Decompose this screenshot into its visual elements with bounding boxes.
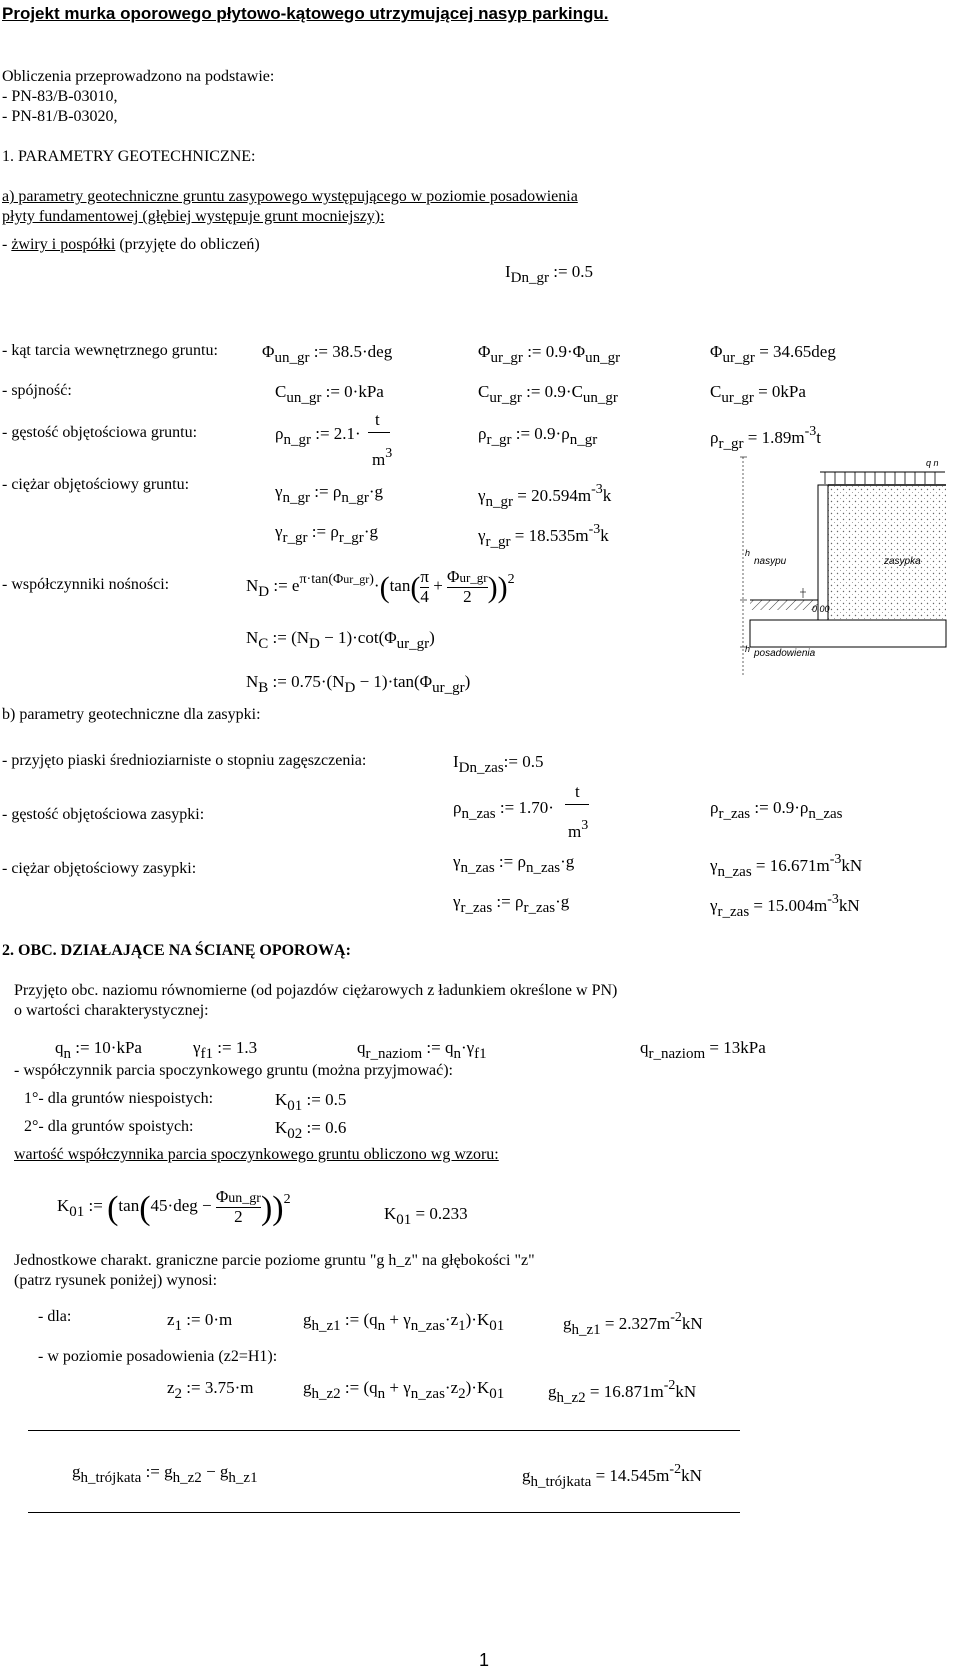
k-intro: - współczynnik parcia spoczynkowego gruntu (można przyjmować):: [14, 1062, 453, 1079]
rho-n-zas-def: ρn_zas := 1.70·: [453, 798, 554, 822]
k1-def: K01 := 0.5: [275, 1090, 347, 1114]
section1a-line1: a) parametry geotechniczne gruntu zasypowego występującego w poziomie posadowienia: [2, 188, 578, 205]
figure-zasypka: zasypka: [884, 556, 921, 567]
g-trojkata-def: gh_trójkata := gh_z2 − gh_z1: [72, 1462, 258, 1486]
page-number: 1: [479, 1650, 490, 1670]
w-poziomie-label: - w poziomie posadowienia (z2=H1):: [38, 1348, 278, 1365]
basis-intro: Obliczenia przeprowadzono na podstawie:: [2, 68, 275, 85]
K01-result: K01 = 0.233: [384, 1204, 468, 1228]
section2-heading: 2. OBC. DZIAŁAJĄCE NA ŚCIANĘ OPOROWĄ:: [2, 942, 351, 959]
ID-zas-def: IDn_zas:= 0.5: [453, 752, 544, 776]
rho-n-unit-m3: $m^3$: [372, 446, 393, 469]
sand-label: - przyjęto piaski średnioziarniste o stopniu zagęszczenia:: [2, 752, 367, 769]
unit-pressure-intro-2: (patrz rysunek poniżej) wynosi:: [14, 1272, 218, 1289]
gamma-label: - ciężar objętościowy gruntu:: [2, 476, 190, 493]
zas-gamma-label: - ciężar objętościowy zasypki:: [2, 860, 197, 877]
z2-def: z2 := 3.75·m: [167, 1378, 254, 1402]
g-hz2-def: gh_z2 := (qn + γn_zas·z2)·K01: [303, 1378, 505, 1402]
gamma-n-result: γn_gr = $20.594m^{-3}k$: [478, 482, 612, 510]
c-ur-def: Cur_gr := 0.9·Cun_gr: [478, 382, 618, 406]
z1-def: z1 := 0·m: [167, 1310, 233, 1334]
c-ur-result: Cur_gr = 0kPa: [710, 382, 806, 406]
rho-r-result: ρr_gr = $1.89m^{-3}t$: [710, 424, 821, 452]
figure-h-nasypu-h: h: [745, 548, 751, 558]
dla-label: - dla:: [38, 1308, 72, 1325]
page-title: Projekt murka oporowego płytowo-kątowego utrzymującej nasyp parkingu.: [2, 4, 609, 23]
qn-def: qn := 10·kPa: [55, 1038, 142, 1062]
soil-type: - żwiry i pospółki (przyjęte do obliczeń): [2, 236, 260, 253]
rho-n-unit-t: t: [375, 410, 380, 429]
NC-formula: NC := (ND − 1)·cot(Φur_gr): [246, 628, 435, 652]
rho-zas-unit-t: t: [575, 782, 580, 801]
gamma-n-zas-def: γn_zas := ρn_zas·g: [453, 852, 575, 876]
qr-naziom-def: qr_naziom := qn·γf1: [357, 1038, 487, 1062]
figure-level: 0.00: [812, 604, 830, 614]
phi-un-def: Φun_gr := 38.5·deg: [262, 342, 393, 366]
section1a-line2: płyty fundamentowej (głębiej występuje grunt mocniejszy):: [2, 208, 385, 225]
load-intro-1: Przyjęto obc. naziomu równomierne (od pojazdów ciężarowych z ładunkiem określone w PN): [14, 982, 618, 999]
rho-zas-unit-m3: $m^3$: [568, 818, 589, 841]
section1b-heading: b) parametry geotechniczne dla zasypki:: [2, 706, 261, 723]
gamma-r-result: γr_gr = $18.535m^{-3}k$: [478, 522, 609, 550]
load-intro-2: o wartości charakterystycznej:: [14, 1002, 209, 1019]
g-hz1-result: gh_z1 = $2.327m^{-2}kN$: [563, 1310, 703, 1338]
rho-label: - gęstość objętościowa gruntu:: [2, 424, 198, 441]
gamma-r-zas-def: γr_zas := ρr_zas·g: [453, 892, 570, 916]
gf1-def: γf1 := 1.3: [193, 1038, 258, 1062]
zas-rho-label: - gęstość objętościowa zasypki:: [2, 806, 205, 823]
unit-pressure-intro-1: Jednostkowe charakt. graniczne parcie poziome gruntu "g h_z" na głębokości "z": [14, 1252, 535, 1269]
figure-h-posadowienia: posadowienia: [754, 648, 816, 659]
phi-ur-result: Φur_gr = 34.65deg: [710, 342, 836, 366]
c-label: - spójność:: [2, 382, 72, 399]
k-formula-label: wartość współczynnika parcia spoczynkowego gruntu obliczono wg wzoru:: [14, 1146, 499, 1163]
phi-label: - kąt tarcia wewnętrznego gruntu:: [2, 342, 218, 359]
rho-r-zas-def: ρr_zas := 0.9·ρn_zas: [710, 798, 843, 822]
k2-label: 2°- dla gruntów spoistych:: [24, 1118, 194, 1135]
norm-2: - PN-81/B-03020,: [2, 108, 118, 125]
c-un-def: Cun_gr := 0·kPa: [275, 382, 384, 406]
section1-heading: 1. PARAMETRY GEOTECHNICZNE:: [2, 148, 256, 165]
norm-1: - PN-83/B-03010,: [2, 88, 118, 105]
gamma-n-zas-result: γn_zas = $16.671m^{-3}kN$: [710, 852, 863, 880]
figure-h-pos-h: h: [745, 644, 751, 654]
g-trojkata-result: gh_trójkata = $14.545m^{-2}kN$: [522, 1462, 702, 1490]
N-label: - współczynniki nośności:: [2, 576, 170, 593]
rho-n-def: ρn_gr := 2.1·: [275, 424, 361, 448]
ID-definition: IDn_gr := 0.5: [505, 262, 594, 286]
k1-label: 1°- dla gruntów niespoistych:: [24, 1090, 214, 1107]
ND-formula: ND := $e^{\pi\cdot tan(\Phi ur\_gr)}\cdot(\tan$( $\frac{\pi}{4}$ + $\frac{\text{Φur\_gr}}{2}$ ))$^2$: [246, 567, 515, 606]
g-hz2-result: gh_z2 = $16.871m^{-2}kN$: [548, 1378, 697, 1406]
k2-def: K02 := 0.6: [275, 1118, 347, 1142]
qr-naziom-result: qr_naziom = 13kPa: [640, 1038, 766, 1062]
rho-r-def: ρr_gr := 0.9·ρn_gr: [478, 424, 598, 448]
g-hz1-def: gh_z1 := (qn + γn_zas·z1)·K01: [303, 1310, 505, 1334]
gamma-n-def: γn_gr := ρn_gr·g: [275, 482, 383, 506]
NB-formula: NB := 0.75·(ND − 1)·tan(Φur_gr): [246, 672, 471, 696]
figure-h-nasypu: nasypu: [754, 556, 787, 567]
phi-ur-def: Φur_gr := 0.9·Φun_gr: [478, 342, 621, 366]
K01-formula: K01 := (tan(45·deg − $\frac{\text{Φun\_gr}}{2}$ ))$^2$: [57, 1187, 291, 1228]
gamma-r-zas-result: γr_zas = $15.004m^{-3}kN$: [710, 892, 860, 920]
gamma-r-def: γr_gr := ρr_gr·g: [275, 522, 378, 546]
figure-qn: q n: [926, 458, 939, 468]
